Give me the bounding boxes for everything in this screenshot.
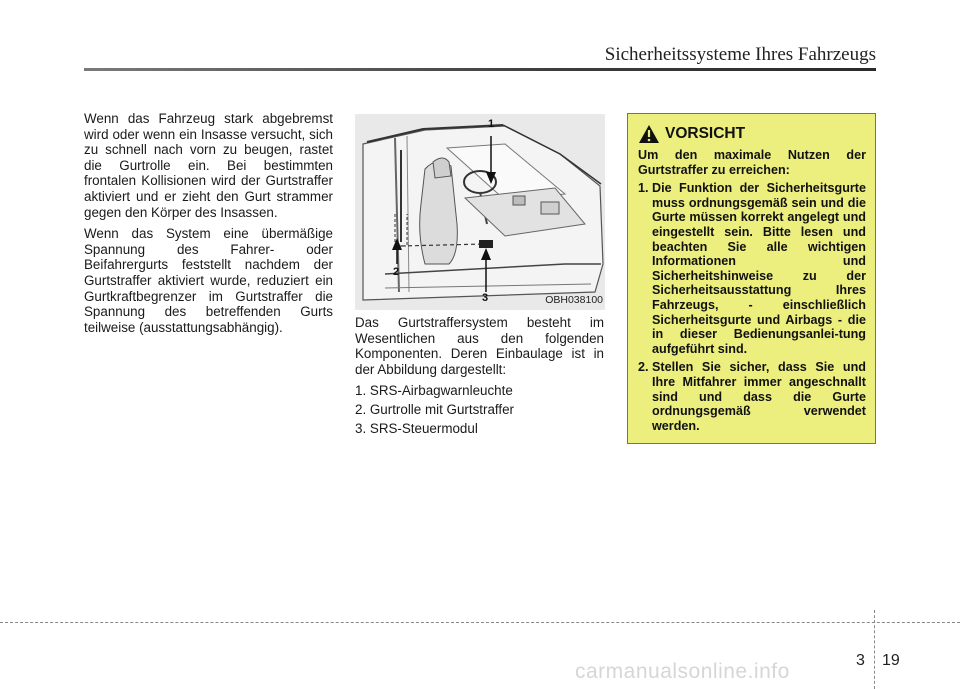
caution-item-number: 2. (638, 360, 649, 375)
caution-item (638, 360, 866, 433)
warning-triangle-icon (638, 124, 660, 144)
footer-divider (874, 610, 875, 689)
list-item: 1. SRS-Airbagwarnleuchte (355, 383, 513, 399)
paragraph: Das Gurtstraffersystem besteht im Wesentlichen aus den folgenden Komponenten. Deren Einbaulage ist in der Abbildung dargestellt: (355, 315, 604, 377)
body-column-middle (355, 315, 604, 439)
figure-label-2: 2 (393, 266, 400, 278)
header-rule (84, 68, 876, 71)
body-column-left (84, 111, 333, 341)
caution-item-text: Stellen Sie sicher, dass Sie und Ihre Mitfahrer immer angeschnallt sind und dass die Gurte ordnungsgemäß verwendet werden. (652, 360, 866, 433)
chapter-number: 3 (856, 652, 865, 669)
paragraph: Wenn das Fahrzeug stark abgebremst wird oder wenn ein Insasse versucht, sich zu schnell nach vorn zu beugen, rastet die Gurtrolle ein. Bei bestimmten frontalen Kollisionen wird der Gurtstraffer aktiviert und er zieht den Gurt strammer gegen den Körper des Insassen. (84, 111, 333, 220)
watermark: carmanualsonline.info (575, 660, 790, 683)
figure-label-3: 3 (482, 292, 489, 304)
caution-item-number: 1. (638, 181, 649, 196)
caution-item (638, 181, 866, 356)
page-number: 19 (882, 652, 900, 669)
list-item: 2. Gurtrolle mit Gurtstraffer (355, 401, 514, 417)
caution-intro: Um den maximale Nutzen der Gurtstraffer zu erreichen: (638, 148, 866, 177)
caution-box (627, 113, 876, 444)
list-item: 3. SRS-Steuermodul (355, 420, 478, 436)
section-title: Sicherheitssysteme Ihres Fahrzeugs (604, 44, 876, 65)
seatbelt-pretensioner-illustration (355, 114, 605, 310)
paragraph: Wenn das System eine übermäßige Spannung des Fahrer- oder Beifahrergurts feststellt nachdem der Gurtstraffer aktiviert wurde, reduziert ein Gurtkraftbegrenzer im Gurtstraffer die Spannung des betreffenden Gurts teilweise (ausstattungsabhängig). (84, 226, 333, 335)
caution-item-text: Die Funktion der Sicherheitsgurte muss ordnungsgemäß sein und die Gurte müssen korrekt angelegt und eingestellt sein. Bitte lesen und beachten Sie alle wichtigen Informationen und Sicherheitshinweise zu der Sicherheitsausstattung Ihres Fahrzeugs, - einschließlich Sicherheitsgurte und Airbags - die in dieser Bedienungsanlei-tung aufgeführt sind. (652, 181, 866, 356)
footer-rule (0, 622, 960, 623)
caution-header (638, 124, 866, 144)
caution-title: VORSICHT (665, 124, 746, 142)
car-interior-drawing (355, 114, 605, 310)
figure-label-1: 1 (488, 118, 495, 130)
figure-code: OBH038100 (545, 294, 603, 306)
